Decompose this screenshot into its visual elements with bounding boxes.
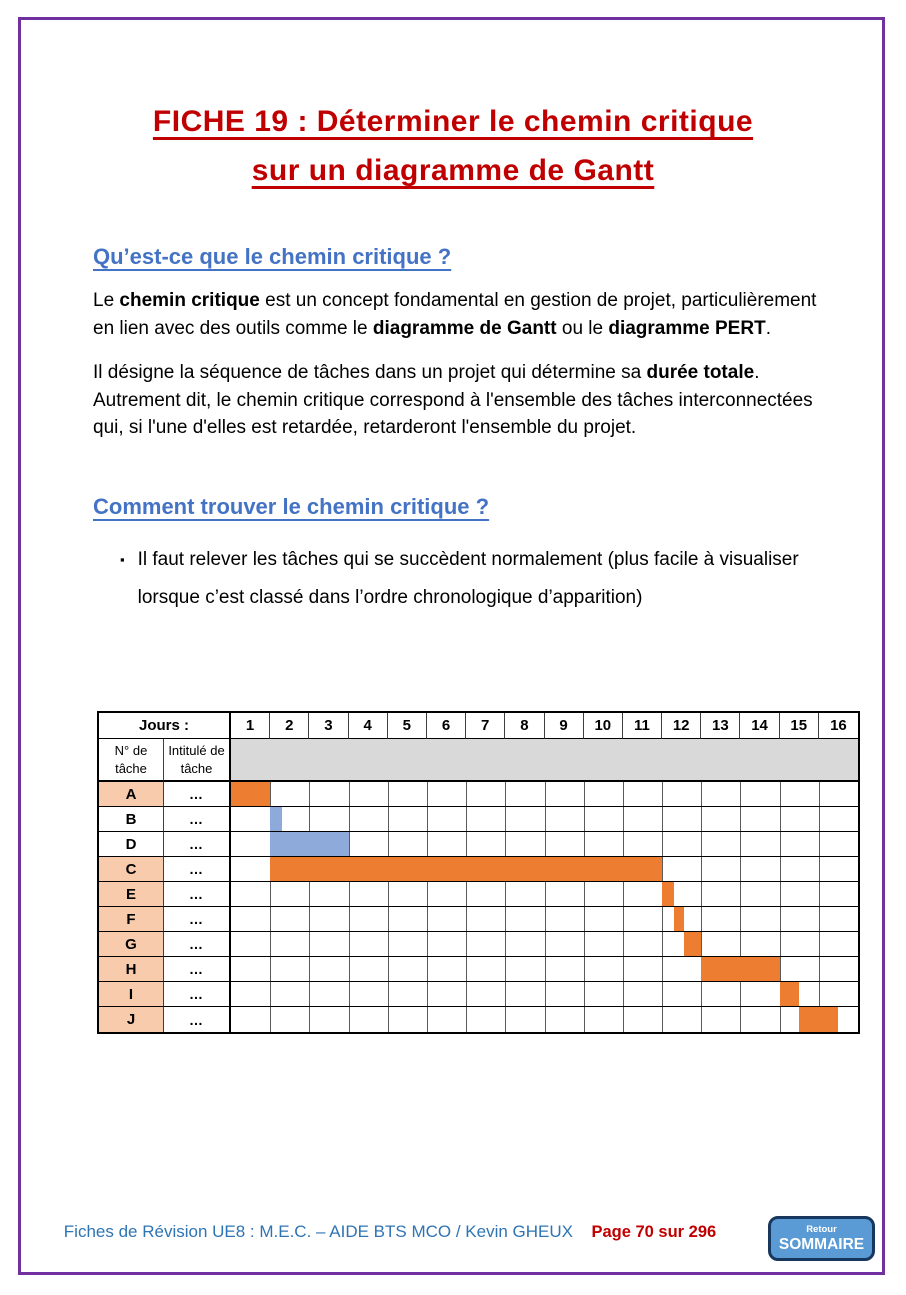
gantt-gridline — [780, 832, 781, 856]
gantt-gridline — [388, 907, 389, 931]
gantt-task-letter-G: G — [99, 932, 164, 957]
gantt-gridline — [623, 957, 624, 981]
gantt-gridline — [309, 782, 310, 806]
gantt-gridline — [505, 782, 506, 806]
gantt-gridline — [388, 807, 389, 831]
gantt-gridline — [427, 907, 428, 931]
gantt-gridline — [584, 1007, 585, 1032]
gantt-gridline — [427, 807, 428, 831]
gantt-gridline — [309, 807, 310, 831]
gantt-day-header-11: 11 — [623, 713, 662, 739]
gantt-gridline — [780, 807, 781, 831]
gantt-bar-B — [270, 807, 282, 831]
gantt-gridline — [819, 832, 820, 856]
gantt-day-header-6: 6 — [427, 713, 466, 739]
gantt-gridline — [270, 957, 271, 981]
gantt-task-label-E: … — [164, 882, 231, 907]
section1-paragraph2: Il désigne la séquence de tâches dans un projet qui détermine sa durée totale. Autrement dit, le chemin critique correspond à l'ensemble des tâches interconnectées qui, si l'une d'elles est retardée, retarderont l'ensemble du projet. — [93, 362, 813, 438]
gantt-gridline — [740, 982, 741, 1006]
gantt-gridline — [740, 882, 741, 906]
gantt-row-area-B — [231, 807, 858, 832]
gantt-bar-C — [270, 857, 662, 881]
gantt-row-area-A — [231, 782, 858, 807]
gantt-gridline — [309, 882, 310, 906]
gantt-gridline — [740, 782, 741, 806]
gantt-gridline — [427, 832, 428, 856]
gantt-gridline — [270, 932, 271, 956]
gantt-gridline — [584, 882, 585, 906]
gantt-gridline — [349, 957, 350, 981]
gantt-gridline — [545, 1007, 546, 1032]
gantt-gridline — [740, 907, 741, 931]
gantt-row-area-I — [231, 982, 858, 1007]
gantt-gridline — [662, 832, 663, 856]
gantt-gridline — [740, 1007, 741, 1032]
gantt-gridline — [819, 982, 820, 1006]
gantt-gridline — [780, 907, 781, 931]
gantt-gridline — [545, 882, 546, 906]
gantt-gridline — [701, 1007, 702, 1032]
gantt-gridline — [662, 907, 663, 931]
gantt-gridline — [701, 932, 702, 956]
gantt-task-letter-A: A — [99, 782, 164, 807]
gantt-header-band — [231, 739, 858, 782]
gantt-task-label-F: … — [164, 907, 231, 932]
bullet-item — [120, 541, 906, 617]
gantt-gridline — [701, 882, 702, 906]
gantt-day-header-14: 14 — [740, 713, 779, 739]
gantt-gridline — [584, 807, 585, 831]
gantt-gridline — [427, 882, 428, 906]
gantt-gridline — [270, 907, 271, 931]
gantt-gridline — [349, 1007, 350, 1032]
gantt-gridline — [466, 882, 467, 906]
gantt-gridline — [466, 957, 467, 981]
gantt-task-label-J: … — [164, 1007, 231, 1032]
gantt-gridline — [740, 832, 741, 856]
gantt-gridline — [545, 982, 546, 1006]
gantt-gridline — [623, 982, 624, 1006]
gantt-gridline — [388, 832, 389, 856]
gantt-day-header-16: 16 — [819, 713, 858, 739]
footer-page-number: Page 70 sur 296 — [591, 1223, 717, 1241]
gantt-day-header-4: 4 — [349, 713, 388, 739]
retour-label: Retour — [806, 1223, 837, 1235]
gantt-gridline — [545, 957, 546, 981]
gantt-gridline — [780, 882, 781, 906]
gantt-gridline — [701, 782, 702, 806]
gantt-gridline — [780, 857, 781, 881]
gantt-row-area-J — [231, 1007, 858, 1032]
gantt-gridline — [270, 882, 271, 906]
gantt-task-letter-J: J — [99, 1007, 164, 1032]
gantt-gridline — [819, 957, 820, 981]
gantt-table — [97, 711, 860, 1034]
gantt-day-header-10: 10 — [584, 713, 623, 739]
gantt-task-label-B: … — [164, 807, 231, 832]
gantt-gridline — [505, 907, 506, 931]
gantt-bar-D — [270, 832, 348, 856]
gantt-bar-I — [780, 982, 800, 1006]
gantt-gridline — [623, 832, 624, 856]
gantt-row-area-C — [231, 857, 858, 882]
page-title-line1: FICHE 19 : Déterminer le chemin critique — [152, 105, 754, 138]
gantt-row-area-H — [231, 957, 858, 982]
gantt-gridline — [701, 832, 702, 856]
gantt-gridline — [270, 782, 271, 806]
gantt-gridline — [662, 957, 663, 981]
gantt-day-header-1: 1 — [231, 713, 270, 739]
gantt-gridline — [662, 1007, 663, 1032]
gantt-task-label-G: … — [164, 932, 231, 957]
gantt-gridline — [309, 982, 310, 1006]
gantt-task-letter-D: D — [99, 832, 164, 857]
gantt-row-area-F — [231, 907, 858, 932]
section1-heading: Qu’est-ce que le chemin critique ? — [93, 244, 452, 269]
gantt-gridline — [584, 982, 585, 1006]
gantt-gridline — [780, 782, 781, 806]
gantt-gridline — [662, 982, 663, 1006]
page-footer — [0, 1214, 906, 1274]
gantt-gridline — [505, 1007, 506, 1032]
gantt-row-area-E — [231, 882, 858, 907]
gantt-bar-H — [701, 957, 779, 981]
gantt-row-area-D — [231, 832, 858, 857]
gantt-gridline — [505, 957, 506, 981]
gantt-gridline — [584, 932, 585, 956]
gantt-gridline — [780, 957, 781, 981]
gantt-gridline — [388, 982, 389, 1006]
gantt-gridline — [349, 932, 350, 956]
gantt-bar-A — [231, 782, 270, 806]
gantt-task-label-D: … — [164, 832, 231, 857]
gantt-gridline — [309, 932, 310, 956]
gantt-task-label-A: … — [164, 782, 231, 807]
gantt-task-letter-I: I — [99, 982, 164, 1007]
gantt-day-header-12: 12 — [662, 713, 701, 739]
section2-heading: Comment trouver le chemin critique ? — [93, 493, 490, 519]
gantt-gridline — [388, 782, 389, 806]
gantt-task-label-I: … — [164, 982, 231, 1007]
gantt-task-label-H: … — [164, 957, 231, 982]
gantt-gridline — [270, 1007, 271, 1032]
footer-credit: Fiches de Révision UE8 : M.E.C. – AIDE BTS MCO / Kevin GHEUX — [63, 1222, 573, 1241]
gantt-gridline — [819, 932, 820, 956]
gantt-gridline — [819, 807, 820, 831]
gantt-task-letter-C: C — [99, 857, 164, 882]
gantt-gridline — [662, 807, 663, 831]
gantt-gridline — [388, 1007, 389, 1032]
gantt-task-letter-F: F — [99, 907, 164, 932]
bullet-square-icon: ▪ — [120, 551, 125, 567]
gantt-gridline — [388, 932, 389, 956]
gantt-gridline — [505, 882, 506, 906]
gantt-task-letter-B: B — [99, 807, 164, 832]
gantt-day-header-9: 9 — [545, 713, 584, 739]
gantt-gridline — [466, 782, 467, 806]
footer-text — [0, 1222, 780, 1242]
gantt-gridline — [701, 907, 702, 931]
gantt-gridline — [309, 1007, 310, 1032]
gantt-gridline — [466, 907, 467, 931]
gantt-gridline — [505, 932, 506, 956]
section1-paragraph1: Le chemin critique est un concept fondamental en gestion de projet, particulièrement en lien avec des outils comme le diagramme de Gantt ou le diagramme PERT. — [93, 290, 817, 339]
gantt-gridline — [623, 882, 624, 906]
gantt-bar-J — [799, 1007, 838, 1032]
gantt-gridline — [819, 907, 820, 931]
gantt-gridline — [309, 957, 310, 981]
gantt-gridline — [819, 782, 820, 806]
gantt-gridline — [780, 932, 781, 956]
gantt-day-header-5: 5 — [388, 713, 427, 739]
gantt-day-header-3: 3 — [309, 713, 348, 739]
gantt-gridline — [623, 907, 624, 931]
gantt-gridline — [427, 982, 428, 1006]
gantt-gridline — [819, 857, 820, 881]
gantt-gridline — [349, 907, 350, 931]
gantt-gridline — [740, 807, 741, 831]
gantt-gridline — [349, 782, 350, 806]
gantt-gridline — [349, 882, 350, 906]
gantt-gridline — [466, 932, 467, 956]
page-title-line2: sur un diagramme de Gantt — [251, 154, 655, 187]
gantt-gridline — [740, 932, 741, 956]
gantt-gridline — [662, 782, 663, 806]
gantt-gridline — [505, 807, 506, 831]
gantt-day-header-7: 7 — [466, 713, 505, 739]
gantt-gridline — [584, 957, 585, 981]
gantt-gridline — [662, 857, 663, 881]
gantt-gridline — [349, 807, 350, 831]
retour-sommaire-button[interactable] — [768, 1216, 875, 1261]
gantt-task-letter-E: E — [99, 882, 164, 907]
gantt-gridline — [701, 807, 702, 831]
gantt-gridline — [623, 782, 624, 806]
gantt-bar-E — [662, 882, 674, 906]
gantt-gridline — [780, 1007, 781, 1032]
gantt-task-label-C: … — [164, 857, 231, 882]
gantt-gridline — [388, 882, 389, 906]
gantt-gridline — [545, 832, 546, 856]
gantt-gridline — [466, 807, 467, 831]
gantt-gridline — [701, 982, 702, 1006]
gantt-gridline — [427, 782, 428, 806]
gantt-gridline — [427, 957, 428, 981]
sommaire-label: SOMMAIRE — [778, 1235, 865, 1253]
gantt-gridline — [349, 982, 350, 1006]
gantt-gridline — [623, 807, 624, 831]
gantt-gridline — [623, 932, 624, 956]
gantt-gridline — [819, 882, 820, 906]
gantt-gridline — [309, 907, 310, 931]
gantt-row-area-G — [231, 932, 858, 957]
gantt-gridline — [505, 982, 506, 1006]
gantt-gridline — [545, 782, 546, 806]
gantt-gridline — [584, 832, 585, 856]
gantt-bar-G — [684, 932, 702, 956]
gantt-gridline — [623, 1007, 624, 1032]
gantt-corner-jours: Jours : — [99, 713, 231, 739]
gantt-gridline — [545, 907, 546, 931]
gantt-gridline — [505, 832, 506, 856]
gantt-gridline — [545, 807, 546, 831]
gantt-task-letter-H: H — [99, 957, 164, 982]
gantt-gridline — [427, 1007, 428, 1032]
gantt-day-header-2: 2 — [270, 713, 309, 739]
gantt-gridline — [662, 932, 663, 956]
gantt-day-header-13: 13 — [701, 713, 740, 739]
gantt-col-header-task-name: Intitulé de tâche — [164, 739, 231, 782]
gantt-gridline — [584, 907, 585, 931]
gantt-day-header-8: 8 — [505, 713, 544, 739]
gantt-gridline — [466, 832, 467, 856]
gantt-bar-F — [674, 907, 684, 931]
gantt-gridline — [466, 982, 467, 1006]
gantt-gridline — [388, 957, 389, 981]
gantt-gridline — [349, 832, 350, 856]
gantt-gridline — [545, 932, 546, 956]
gantt-gridline — [270, 982, 271, 1006]
gantt-gridline — [701, 857, 702, 881]
gantt-col-header-task-number: N° de tâche — [99, 739, 164, 782]
bullet-text: Il faut relever les tâches qui se succèdent normalement (plus facile à visualiser lorsque c’est classé dans l’ordre chronologique d’apparition) — [137, 548, 799, 608]
gantt-gridline — [427, 932, 428, 956]
gantt-gridline — [584, 782, 585, 806]
gantt-day-header-15: 15 — [780, 713, 819, 739]
page-title — [0, 0, 906, 195]
gantt-gridline — [466, 1007, 467, 1032]
gantt-gridline — [740, 857, 741, 881]
